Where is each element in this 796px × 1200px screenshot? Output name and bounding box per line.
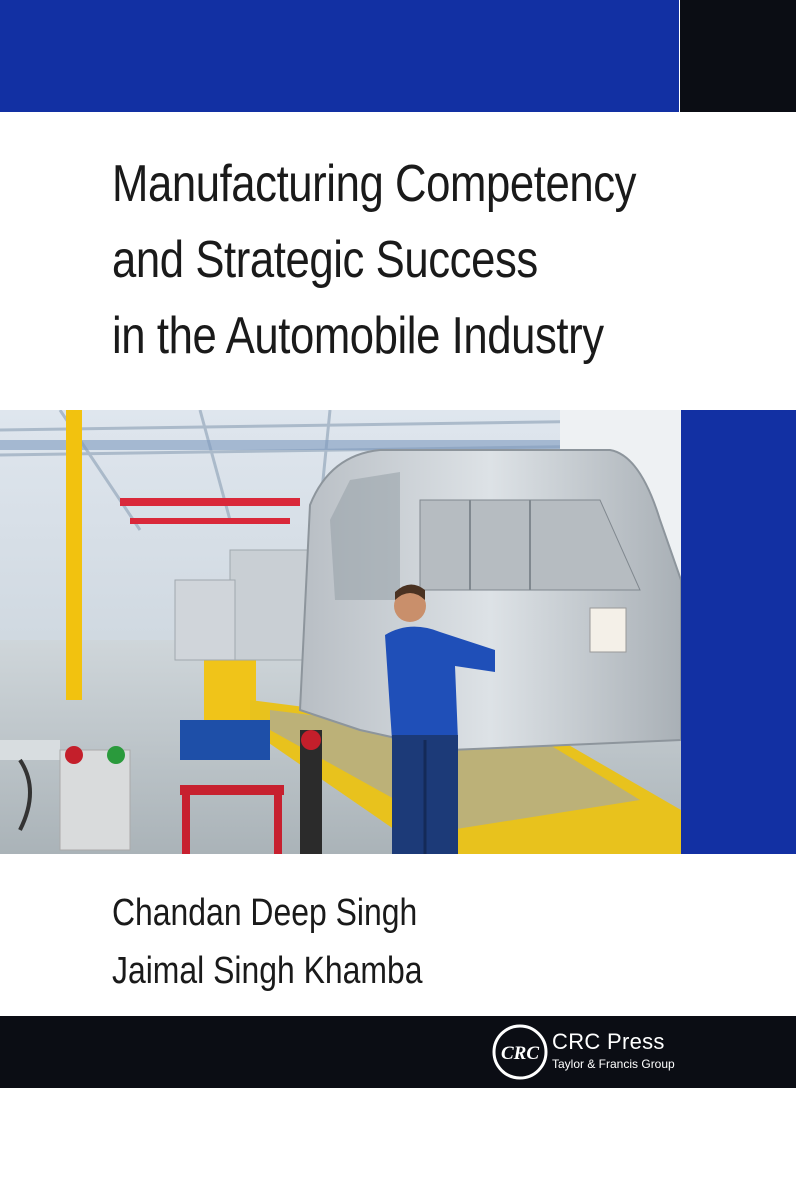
crc-press-logo-icon: [490, 1022, 550, 1082]
logo-text: CRC: [500, 1043, 540, 1064]
top-blue-band: [0, 0, 679, 112]
publisher-name: CRC Press: [552, 1029, 665, 1054]
book-title: [112, 146, 650, 374]
title-line-3: in the Automobile Industry: [112, 307, 604, 365]
title-line-2: and Strategic Success: [112, 231, 538, 289]
author-list: [112, 884, 423, 1000]
publisher-group: Taylor & Francis Group: [552, 1057, 675, 1071]
factory-assembly-line-photo: [0, 410, 681, 854]
author-2: Jaimal Singh Khamba: [112, 950, 423, 992]
publisher-block: [552, 1030, 675, 1072]
bottom-black-band: [0, 1016, 796, 1088]
top-black-band: [680, 0, 796, 112]
author-1: Chandan Deep Singh: [112, 892, 418, 934]
title-line-1: Manufacturing Competency: [112, 155, 637, 213]
side-blue-band: [681, 410, 796, 854]
